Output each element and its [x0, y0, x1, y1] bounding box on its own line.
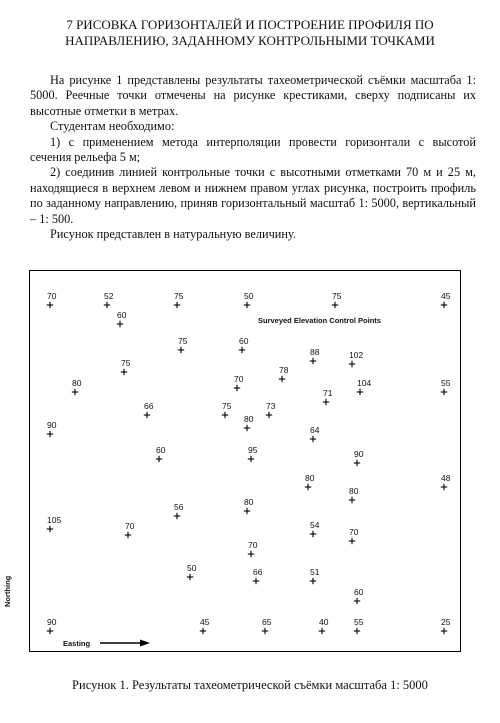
point-elevation-label: 55: [441, 378, 451, 388]
control-point: [104, 291, 114, 308]
control-point: [200, 617, 210, 634]
point-elevation-label: 71: [323, 388, 333, 398]
paragraph-task-1: 1) с применением метода интерполяции провести горизонтали с высотой сечения рельефа 5 м;: [30, 134, 476, 165]
survey-map: [30, 271, 460, 651]
control-points: [47, 291, 451, 634]
point-elevation-label: 56: [174, 502, 184, 512]
point-elevation-label: 88: [310, 347, 320, 357]
point-elevation-label: 70: [349, 527, 359, 537]
control-point: [354, 449, 364, 466]
point-elevation-label: 60: [239, 336, 249, 346]
control-point: [222, 401, 232, 418]
point-elevation-label: 80: [244, 414, 254, 424]
northing-label: Northing: [3, 575, 12, 607]
control-point: [349, 527, 359, 544]
control-point: [441, 291, 451, 308]
control-point: [310, 425, 320, 442]
control-point: [349, 350, 364, 367]
paragraph-scale-note: Рисунок представлен в натуральную величину.: [50, 227, 296, 242]
control-point: [47, 420, 57, 437]
paragraph-students: Студентам необходимо:: [50, 119, 175, 134]
point-elevation-label: 80: [305, 473, 315, 483]
point-elevation-label: 66: [144, 401, 154, 411]
control-point: [47, 617, 57, 634]
point-elevation-label: 75: [332, 291, 342, 301]
section-heading: 7 РИСОВКА ГОРИЗОНТАЛЕЙ И ПОСТРОЕНИЕ ПРОФИЛЯ ПО НАПРАВЛЕНИЮ, ЗАДАННОМУ КОНТРОЛЬНЫМИ ТОЧКАМИ: [65, 17, 435, 48]
control-point: [234, 374, 244, 391]
control-point: [319, 617, 329, 634]
control-point: [262, 617, 272, 634]
control-point: [125, 521, 135, 538]
control-point: [239, 336, 249, 353]
control-point: [244, 497, 254, 514]
point-elevation-label: 60: [117, 310, 127, 320]
control-point: [248, 540, 258, 557]
control-point: [310, 347, 320, 364]
control-point: [47, 291, 57, 308]
control-point: [156, 445, 166, 462]
point-elevation-label: 90: [47, 617, 57, 627]
point-elevation-label: 73: [266, 401, 276, 411]
point-elevation-label: 70: [125, 521, 135, 531]
point-elevation-label: 80: [244, 497, 254, 507]
point-elevation-label: 52: [104, 291, 114, 301]
easting-label: Easting: [63, 639, 91, 648]
control-point: [332, 291, 342, 308]
control-point: [323, 388, 333, 405]
control-point: [266, 401, 276, 418]
point-elevation-label: 75: [222, 401, 232, 411]
point-elevation-label: 105: [47, 515, 62, 525]
point-elevation-label: 50: [244, 291, 254, 301]
map-title: Surveyed Elevation Control Points: [258, 316, 381, 325]
control-point: [72, 378, 82, 395]
control-point: [178, 336, 188, 353]
point-elevation-label: 45: [200, 617, 210, 627]
control-point: [117, 310, 127, 327]
figure-caption: Рисунок 1. Результаты тахеометрической съёмки масштаба 1: 5000: [72, 678, 428, 692]
control-point: [349, 486, 359, 503]
control-point: [310, 520, 320, 537]
point-elevation-label: 40: [319, 617, 329, 627]
point-elevation-label: 80: [72, 378, 82, 388]
point-elevation-label: 48: [441, 473, 451, 483]
control-point: [121, 358, 131, 375]
point-elevation-label: 70: [47, 291, 57, 301]
point-elevation-label: 78: [279, 365, 289, 375]
control-point: [187, 563, 197, 580]
easting-arrow: [100, 640, 150, 647]
control-point: [354, 617, 364, 634]
control-point: [248, 445, 258, 462]
point-elevation-label: 66: [253, 567, 263, 577]
point-elevation-label: 25: [441, 617, 451, 627]
point-elevation-label: 70: [248, 540, 258, 550]
control-point: [279, 365, 289, 382]
assignment-text: [30, 73, 476, 242]
control-point: [354, 587, 364, 604]
control-point: [174, 291, 184, 308]
point-elevation-label: 65: [262, 617, 272, 627]
control-point: [357, 378, 372, 395]
point-elevation-label: 75: [178, 336, 188, 346]
point-elevation-label: 75: [121, 358, 131, 368]
point-elevation-label: 75: [174, 291, 184, 301]
paragraph-task-2: 2) соединив линией контрольные точки с высотными отметками 70 м и 25 м, находящиеся в верхнем левом и нижнем правом углах рисунка, построить профиль по заданному направлению, приняв горизонтальный масштаб 1: 5000, вертикальный – 1: 500.: [30, 165, 476, 226]
control-point: [441, 378, 451, 395]
point-elevation-label: 60: [156, 445, 166, 455]
control-point: [144, 401, 154, 418]
point-elevation-label: 60: [354, 587, 364, 597]
point-elevation-label: 45: [441, 291, 451, 301]
control-point: [305, 473, 315, 490]
survey-map-figure: [3, 270, 461, 652]
point-elevation-label: 102: [349, 350, 364, 360]
control-point: [310, 567, 320, 584]
point-elevation-label: 51: [310, 567, 320, 577]
point-elevation-label: 54: [310, 520, 320, 530]
point-elevation-label: 95: [248, 445, 258, 455]
control-point: [244, 291, 254, 308]
point-elevation-label: 90: [47, 420, 57, 430]
point-elevation-label: 104: [357, 378, 372, 388]
control-point: [441, 617, 451, 634]
point-elevation-label: 64: [310, 425, 320, 435]
point-elevation-label: 90: [354, 449, 364, 459]
point-elevation-label: 80: [349, 486, 359, 496]
control-point: [441, 473, 451, 490]
control-point: [174, 502, 184, 519]
control-point: [47, 515, 62, 532]
point-elevation-label: 50: [187, 563, 197, 573]
control-point: [253, 567, 263, 584]
point-elevation-label: 55: [354, 617, 364, 627]
control-point: [244, 414, 254, 431]
point-elevation-label: 70: [234, 374, 244, 384]
paragraph-intro: На рисунке 1 представлены результаты тахеометрической съёмки масштаба 1: 5000. Реечные точки отмечены на рисунке крестиками, сверху подписаны их высотные отметки в метрах.: [30, 73, 476, 118]
